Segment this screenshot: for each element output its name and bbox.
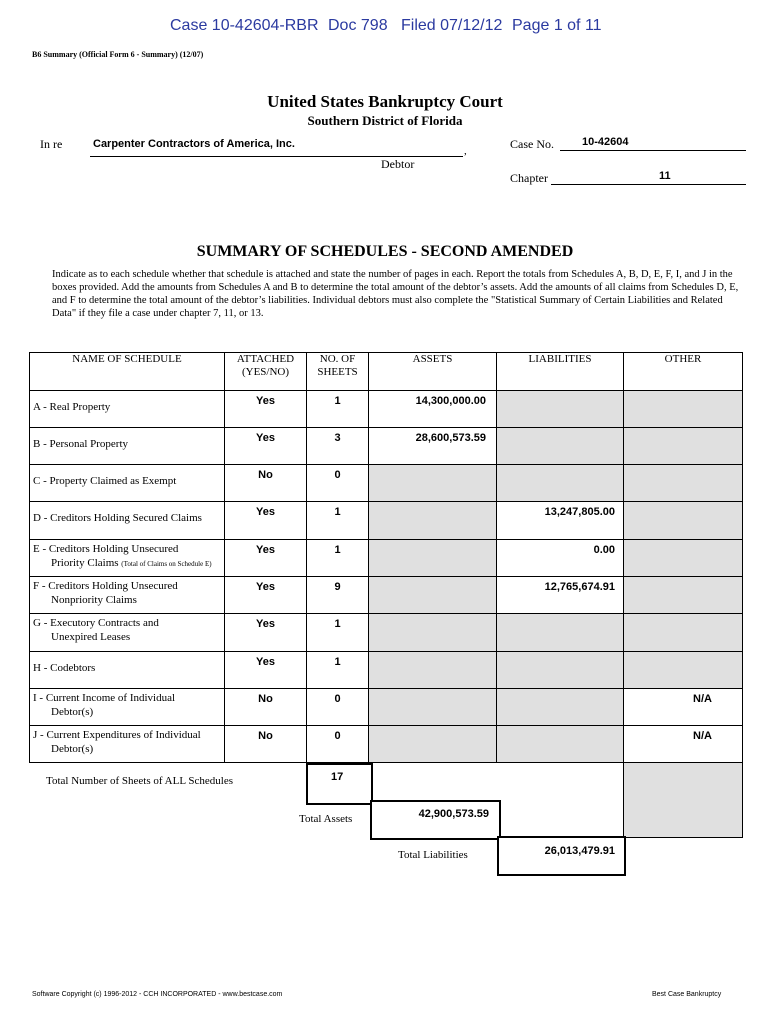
sheets-cell [307, 614, 369, 652]
sheets-value: 1 [334, 544, 341, 556]
attached-cell [225, 502, 307, 540]
liabilities-cell [497, 614, 624, 652]
schedule-name-cont: Priority Claims [51, 557, 119, 569]
liabilities-cell [497, 652, 624, 689]
attached-cell [225, 428, 307, 465]
summary-heading: SUMMARY OF SCHEDULES - SECOND AMENDED [196, 243, 574, 260]
table-row [30, 502, 743, 540]
schedule-name: F - Creditors Holding Unsecured [33, 580, 178, 592]
other-value [624, 465, 742, 469]
attached-value: Yes [256, 395, 275, 407]
assets-value [369, 577, 496, 581]
other-cell [624, 428, 743, 465]
schedule-name-cell [30, 465, 225, 502]
debtor-name: Carpenter Contractors of America, Inc. [93, 138, 295, 150]
court-district: Southern District of Florida [307, 113, 463, 128]
assets-cell [369, 577, 497, 614]
other-value: N/A [693, 693, 712, 705]
schedule-name: G - Executory Contracts and [33, 617, 159, 629]
total-sheets-label: Total Number of Sheets of ALL Schedules [46, 775, 234, 787]
sheets-cell [307, 689, 369, 726]
in-re-label: In re [40, 137, 63, 151]
attached-cell [225, 465, 307, 502]
other-cell [624, 689, 743, 726]
sheets-value: 1 [334, 618, 341, 630]
sheets-cell [307, 465, 369, 502]
schedule-name: C - Property Claimed as Exempt [33, 475, 177, 487]
chapter-line [551, 170, 746, 185]
total-liabilities-label: Total Liabilities [398, 849, 468, 861]
header-assets: ASSETS [369, 353, 497, 391]
liabilities-cell [497, 465, 624, 502]
schedule-name: I - Current Income of Individual [33, 692, 176, 704]
sheets-value: 0 [334, 693, 341, 705]
table-row [30, 689, 743, 726]
assets-cell [369, 726, 497, 763]
liabilities-cell [497, 502, 624, 540]
liabilities-value [497, 652, 623, 656]
spacer-cell [225, 763, 307, 838]
other-value: N/A [693, 730, 712, 742]
other-cell [624, 577, 743, 614]
table-header-row [30, 353, 743, 391]
sheets-value: 0 [334, 469, 341, 481]
debtor-name-line [90, 138, 463, 157]
sheets-value: 1 [334, 395, 341, 407]
attached-value: Yes [256, 506, 275, 518]
debtor-label: Debtor [381, 157, 415, 171]
liabilities-value: 0.00 [593, 544, 615, 556]
attached-cell [225, 614, 307, 652]
sheets-cell [307, 502, 369, 540]
schedule-name-cell [30, 726, 225, 763]
other-shade-cell [624, 763, 743, 838]
liabilities-value [497, 391, 623, 395]
sheets-cell [307, 577, 369, 614]
schedule-name: J - Current Expenditures of Individual [33, 729, 201, 741]
sheets-cell [307, 726, 369, 763]
schedules-table [29, 352, 743, 838]
other-value [624, 614, 742, 618]
other-value [624, 652, 742, 656]
table-row [30, 614, 743, 652]
court-title: United States Bankruptcy Court [267, 92, 503, 111]
schedule-name: H - Codebtors [33, 662, 96, 674]
sheets-cell [307, 540, 369, 577]
liabilities-value [497, 689, 623, 693]
assets-cell [369, 465, 497, 502]
assets-value [369, 540, 496, 544]
chapter-label: Chapter [510, 171, 548, 185]
schedule-name-cell [30, 689, 225, 726]
chapter-value: 11 [659, 170, 671, 182]
case-stamp-doc: Doc 798 [328, 17, 388, 34]
attached-value: Yes [256, 618, 275, 630]
other-cell [624, 540, 743, 577]
sheets-cell [307, 652, 369, 689]
assets-value [369, 502, 496, 506]
assets-cell [369, 391, 497, 428]
table-row [30, 577, 743, 614]
attached-value: Yes [256, 432, 275, 444]
liabilities-value [497, 428, 623, 432]
attached-value: No [258, 693, 273, 705]
assets-value [369, 465, 496, 469]
attached-cell [225, 391, 307, 428]
liabilities-cell [497, 391, 624, 428]
table-row [30, 726, 743, 763]
schedule-note: (Total of Claims on Schedule E) [121, 560, 212, 568]
header-name: NAME OF SCHEDULE [30, 353, 225, 391]
footer-copyright: Software Copyright (c) 1996-2012 - CCH INCORPORATED - www.bestcase.com [32, 991, 283, 998]
attached-cell [225, 540, 307, 577]
liabilities-value [497, 614, 623, 618]
assets-value [369, 689, 496, 693]
other-cell [624, 614, 743, 652]
sheets-cell [307, 391, 369, 428]
other-cell [624, 391, 743, 428]
schedule-name-cell [30, 540, 225, 577]
other-value [624, 428, 742, 432]
other-cell [624, 652, 743, 689]
sheets-value: 3 [334, 432, 341, 444]
sheets-cell [307, 428, 369, 465]
liabilities-value: 12,765,674.91 [544, 581, 615, 593]
sheets-value: 0 [334, 730, 341, 742]
total-liabilities-box [497, 836, 626, 876]
schedule-name-cont: Debtor(s) [51, 743, 94, 755]
attached-value: Yes [256, 544, 275, 556]
case-stamp-number: Case 10-42604-RBR [170, 17, 319, 34]
other-cell [624, 502, 743, 540]
attached-cell [225, 577, 307, 614]
liabilities-cell [497, 428, 624, 465]
table-row [30, 465, 743, 502]
schedule-name-cont: Nonpriority Claims [51, 594, 137, 606]
case-no-value: 10-42604 [582, 136, 629, 148]
assets-cell [369, 502, 497, 540]
case-stamp-page: Page 1 of 11 [512, 17, 602, 34]
table-row [30, 540, 743, 577]
liabilities-value [497, 465, 623, 469]
table-row [30, 652, 743, 689]
sheets-value: 1 [334, 656, 341, 668]
table-row [30, 428, 743, 465]
header-sheets: NO. OF SHEETS [307, 353, 369, 391]
schedule-name-cell [30, 577, 225, 614]
assets-cell [369, 428, 497, 465]
schedule-name: D - Creditors Holding Secured Claims [33, 512, 202, 524]
liabilities-value: 13,247,805.00 [544, 506, 615, 518]
total-sheets-value: 17 [331, 771, 344, 783]
attached-value: Yes [256, 656, 275, 668]
header-liabilities: LIABILITIES [497, 353, 624, 391]
schedule-name: E - Creditors Holding Unsecured [33, 543, 179, 555]
assets-cell [369, 614, 497, 652]
other-value [624, 502, 742, 506]
attached-cell [225, 652, 307, 689]
debtor-comma: , [464, 145, 467, 157]
total-sheets-box [306, 763, 373, 805]
assets-value [369, 726, 496, 730]
header-other: OTHER [624, 353, 743, 391]
header-attached: ATTACHED (YES/NO) [225, 353, 307, 391]
table-row [30, 391, 743, 428]
schedule-name-cell [30, 652, 225, 689]
schedule-name-cell [30, 502, 225, 540]
other-value [624, 391, 742, 395]
form-id: B6 Summary (Official Form 6 - Summary) (12/07) [32, 50, 204, 59]
sheets-value: 9 [334, 581, 341, 593]
sheets-value: 1 [334, 506, 341, 518]
liabilities-cell [497, 726, 624, 763]
other-cell [624, 726, 743, 763]
schedule-name-cont: Debtor(s) [51, 706, 94, 718]
assets-value: 28,600,573.59 [415, 432, 486, 444]
schedule-name: A - Real Property [33, 401, 111, 413]
other-value [624, 577, 742, 581]
instructions: Indicate as to each schedule whether that schedule is attached and state the number of pages in each. Report the totals from Schedules A, B, D, E, F, I, and J in the boxes provided. Add the amounts from Schedules A and B to determine the total amount of the debtor’s assets. Add the amounts of all claims from Schedules D, E, and F to determine the total amount of the debtor’s liabilities. Individual debtors must also complete the "Statistical Summary of Certain Liabilities and Related Data" if they file a case under chapter 7, 11, or 13. [52, 269, 739, 319]
assets-value: 14,300,000.00 [415, 395, 486, 407]
liabilities-value [497, 726, 623, 730]
liabilities-cell [497, 577, 624, 614]
attached-cell [225, 726, 307, 763]
schedule-name-cont: Unexpired Leases [51, 631, 131, 643]
footer-brand: Best Case Bankruptcy [652, 991, 722, 998]
attached-cell [225, 689, 307, 726]
schedule-name-cell [30, 614, 225, 652]
case-no-line [560, 136, 746, 151]
schedule-name-cell [30, 391, 225, 428]
assets-cell [369, 689, 497, 726]
assets-cell [369, 540, 497, 577]
total-assets-label: Total Assets [299, 813, 353, 825]
liabilities-cell [497, 540, 624, 577]
case-stamp-filed: Filed 07/12/12 [401, 17, 503, 34]
other-cell [624, 465, 743, 502]
assets-cell [369, 652, 497, 689]
schedule-name: B - Personal Property [33, 438, 129, 450]
schedule-name-cell [30, 428, 225, 465]
total-assets-box [370, 800, 501, 840]
assets-value [369, 652, 496, 656]
total-liabilities-value: 26,013,479.91 [544, 845, 615, 857]
assets-value [369, 614, 496, 618]
total-assets-value: 42,900,573.59 [418, 808, 489, 820]
other-value [624, 540, 742, 544]
attached-value: No [258, 730, 273, 742]
spacer-cell [30, 763, 225, 838]
attached-value: No [258, 469, 273, 481]
spacer-cell [497, 763, 624, 838]
liabilities-cell [497, 689, 624, 726]
attached-value: Yes [256, 581, 275, 593]
case-no-label: Case No. [510, 137, 554, 151]
